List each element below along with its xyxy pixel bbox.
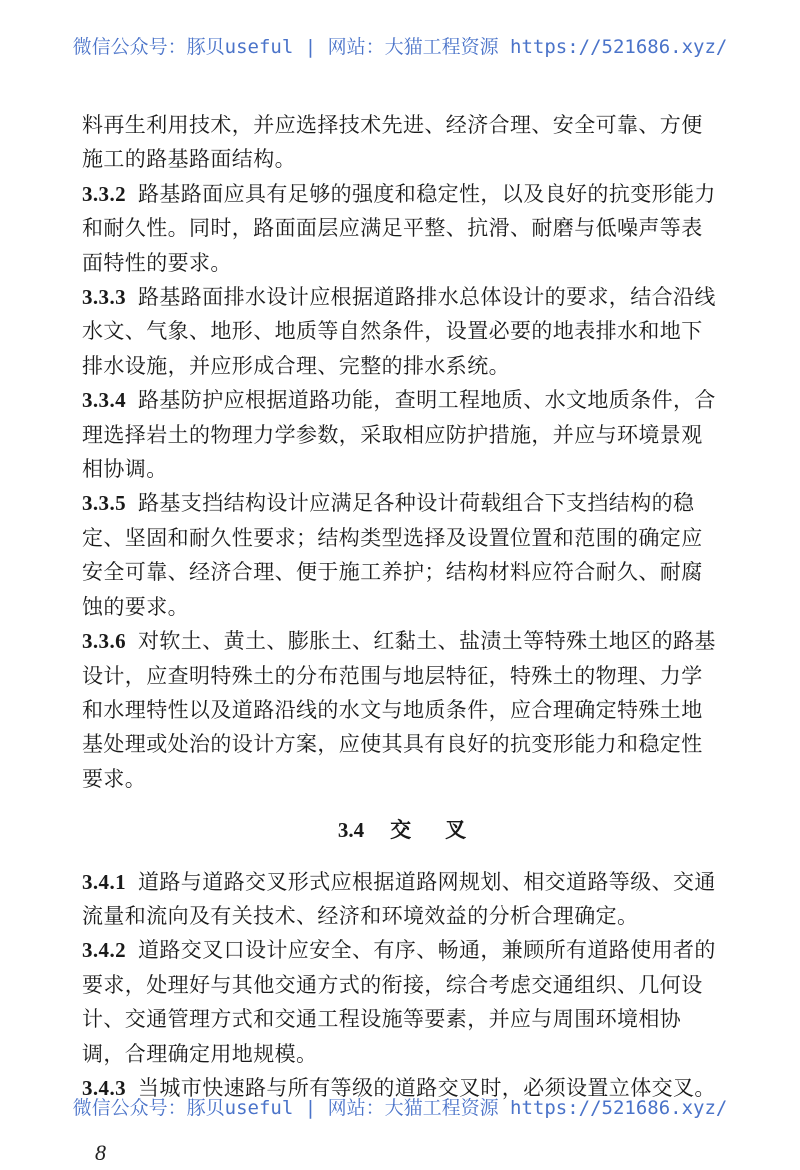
clause-3-3-4 (82, 383, 722, 486)
clause-text: 对软土、黄土、膨胀土、红黏土、盐渍土等特殊土地区的路基设计，应查明特殊土的分布范围与地层特征，特殊土的物理、力学和水理特性以及道路沿线的水文与地质条件，应合理确定特殊土地基处理或处治的设计方案，应使其具有良好的抗变形能力和稳定性要求。 (82, 629, 716, 791)
clause-text: 当城市快速路与所有等级的道路交叉时，必须设置立体交叉。 (138, 1075, 716, 1100)
clause-3-3-5 (82, 486, 722, 624)
clause-number: 3.3.3 (82, 285, 126, 310)
clause-text: 道路交叉口设计应安全、有序、畅通，兼顾所有道路使用者的要求，处理好与其他交通方式的衔接，综合考虑交通组织、几何设计、交通管理方式和交通工程设施等要素，并应与周围环境相协调，合理确定用地规模。 (82, 938, 716, 1066)
clause-3-3-3 (82, 280, 722, 383)
clause-number: 3.4.2 (82, 938, 126, 963)
clause-number: 3.3.2 (82, 181, 126, 206)
clause-text: 路基路面应具有足够的强度和稳定性，以及良好的抗变形能力和耐久性。同时，路面面层应满足平整、抗滑、耐磨与低噪声等表面特性的要求。 (82, 181, 716, 275)
clause-3-4-2 (82, 933, 722, 1071)
section-heading (82, 813, 722, 847)
clause-text: 路基支挡结构设计应满足各种设计荷载组合下支挡结构的稳定、坚固和耐久性要求；结构类型选择及设置位置和范围的确定应安全可靠、经济合理、便于施工养护；结构材料应符合耐久、耐腐蚀的要求。 (82, 491, 703, 619)
section-title-char-2: 叉 (445, 817, 467, 843)
document-body (82, 108, 722, 1105)
watermark-top: 微信公众号：豚贝useful | 网站：大猫工程资源 https://521686.xyz/ (72, 36, 728, 58)
clause-3-3-6 (82, 624, 722, 796)
watermark-bottom: 微信公众号：豚贝useful | 网站：大猫工程资源 https://521686.xyz/ (72, 1097, 728, 1119)
page-number: 8 (95, 1140, 106, 1165)
clause-3-4-1 (82, 865, 722, 934)
clause-number: 3.3.5 (82, 491, 126, 516)
clause-number: 3.4.3 (82, 1075, 126, 1100)
clause-text: 道路与道路交叉形式应根据道路网规划、相交道路等级、交通流量和流向及有关技术、经济和环境效益的分析合理确定。 (82, 869, 716, 928)
clause-number: 3.3.4 (82, 388, 126, 413)
section-title-char-1: 交 (390, 817, 412, 843)
clause-text: 路基防护应根据道路功能，查明工程地质、水文地质条件，合理选择岩土的物理力学参数，采取相应防护措施，并应与环境景观相协调。 (82, 388, 716, 482)
clause-text: 路基路面排水设计应根据道路排水总体设计的要求，结合沿线水文、气象、地形、地质等自然条件，设置必要的地表排水和地下排水设施，并应形成合理、完整的排水系统。 (82, 285, 716, 378)
clause-number: 3.4.1 (82, 869, 126, 894)
intro-paragraph: 料再生利用技术，并应选择技术先进、经济合理、安全可靠、方便施工的路基路面结构。 (82, 113, 703, 172)
clause-number: 3.3.6 (82, 629, 126, 654)
clause-3-3-2 (82, 177, 722, 280)
section-number: 3.4 (337, 818, 365, 843)
